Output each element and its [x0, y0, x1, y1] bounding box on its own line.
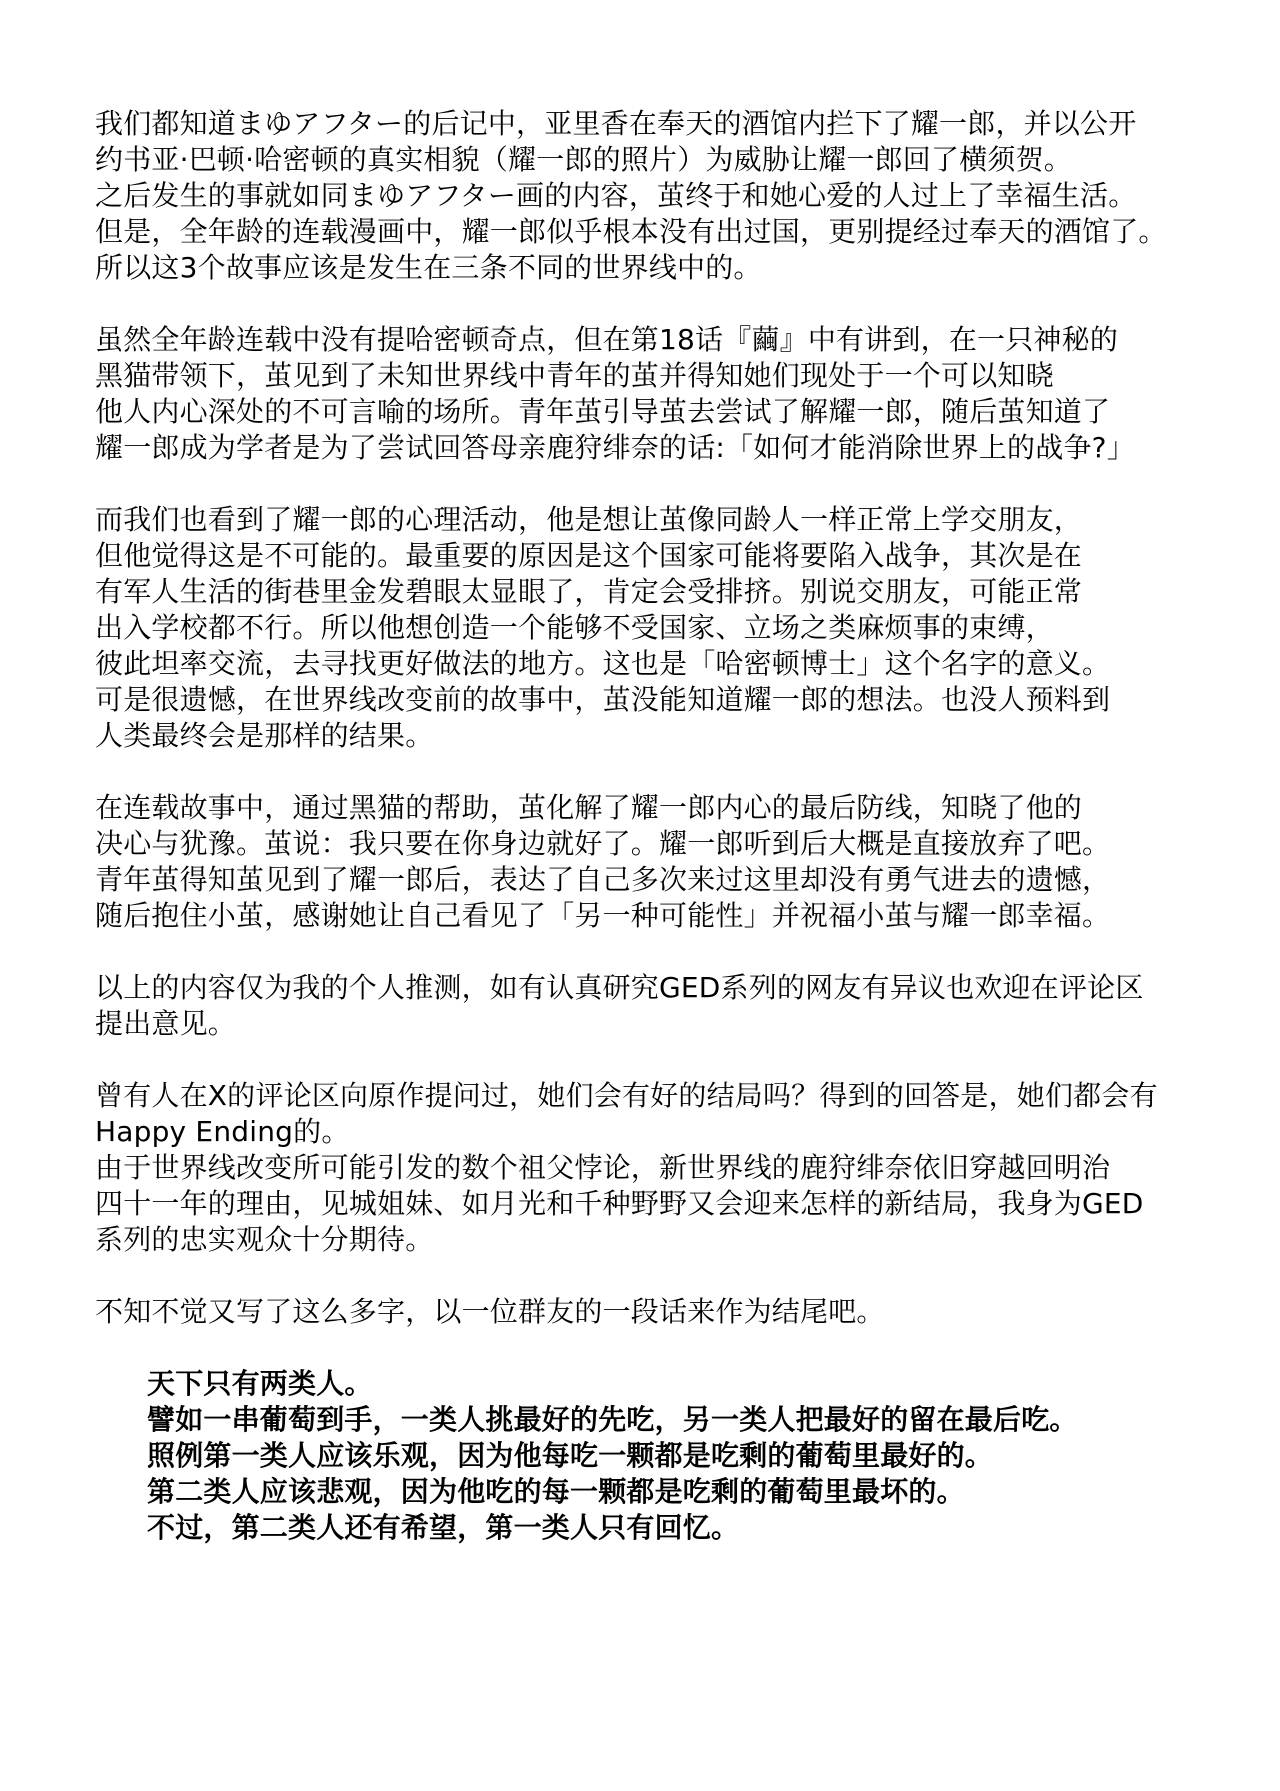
paragraph	[95, 322, 1220, 466]
text-line: 彼此坦率交流，去寻找更好做法的地方。这也是「哈密顿博士」这个名字的意义。	[95, 647, 1111, 680]
text-line: 青年茧得知茧见到了耀一郎后，表达了自己多次来过这里却没有勇气进去的遗憾，	[95, 863, 1111, 896]
text-line: 决心与犹豫。茧说：我只要在你身边就好了。耀一郎听到后大概是直接放弃了吧。	[95, 827, 1111, 860]
text-line: 曾有人在X的评论区向原作提问过，她们会有好的结局吗？得到的回答是，她们都会有	[95, 1079, 1158, 1112]
text-line: 不过，第二类人还有希望，第一类人只有回忆。	[147, 1511, 740, 1544]
paragraph	[95, 1078, 1220, 1258]
text-line: 可是很遗憾，在世界线改变前的故事中，茧没能知道耀一郎的想法。也没人预料到	[95, 683, 1111, 716]
text-line: 四十一年的理由，见城姐妹、如月光和千种野野又会迎来怎样的新结局，我身为GED	[95, 1187, 1144, 1220]
text-line: 天下只有两类人。	[147, 1367, 373, 1400]
text-line: 随后抱住小茧，感谢她让自己看见了「另一种可能性」并祝福小茧与耀一郎幸福。	[95, 899, 1111, 932]
text-line: 第二类人应该悲观，因为他吃的每一颗都是吃剩的葡萄里最坏的。	[147, 1475, 965, 1508]
text-line: 出入学校都不行。所以他想创造一个能够不受国家、立场之类麻烦事的束缚，	[95, 611, 1054, 644]
text-line: 不知不觉又写了这么多字，以一位群友的一段话来作为结尾吧。	[95, 1295, 885, 1328]
paragraph	[95, 1366, 1220, 1546]
text-line: 之后发生的事就如同まゆアフター画的内容，茧终于和她心爱的人过上了幸福生活。	[95, 179, 1137, 212]
text-line: 以上的内容仅为我的个人推测，如有认真研究GED系列的网友有异议也欢迎在评论区	[95, 971, 1144, 1004]
paragraph	[95, 970, 1220, 1042]
text-line: 约书亚·巴顿·哈密顿的真实相貌（耀一郎的照片）为威胁让耀一郎回了横须贺。	[95, 143, 1073, 176]
text-line: 黑猫带领下，茧见到了未知世界线中青年的茧并得知她们现处于一个可以知晓	[95, 359, 1054, 392]
paragraph	[95, 502, 1220, 754]
paragraph	[95, 1294, 1220, 1330]
paragraph	[95, 790, 1220, 934]
paragraph	[95, 106, 1220, 286]
text-line: 人类最终会是那样的结果。	[95, 719, 434, 752]
text-line: 他人内心深处的不可言喻的场所。青年茧引导茧去尝试了解耀一郎，随后茧知道了	[95, 395, 1111, 428]
text-line: 在连载故事中，通过黑猫的帮助，茧化解了耀一郎内心的最后防线，知晓了他的	[95, 791, 1083, 824]
text-line: 但是，全年龄的连载漫画中，耀一郎似乎根本没有出过国，更别提经过奉天的酒馆了。	[95, 215, 1167, 248]
text-line: 所以这3个故事应该是发生在三条不同的世界线中的。	[95, 251, 762, 284]
text-line: 耀一郎成为学者是为了尝试回答母亲鹿狩绯奈的话:「如何才能消除世界上的战争?」	[95, 431, 1135, 464]
text-line: 我们都知道まゆアフター的后记中，亚里香在奉天的酒馆内拦下了耀一郎，并以公开	[95, 107, 1137, 140]
text-line: 而我们也看到了耀一郎的心理活动，他是想让茧像同龄人一样正常上学交朋友，	[95, 503, 1083, 536]
text-line: 虽然全年龄连载中没有提哈密顿奇点，但在第18话『繭』中有讲到，在一只神秘的	[95, 323, 1119, 356]
text-line: Happy Ending的。	[95, 1115, 350, 1148]
text-line: 提出意见。	[95, 1007, 237, 1040]
text-line: 由于世界线改变所可能引发的数个祖父悖论，新世界线的鹿狩绯奈依旧穿越回明治	[95, 1151, 1111, 1184]
text-line: 譬如一串葡萄到手，一类人挑最好的先吃，另一类人把最好的留在最后吃。	[147, 1403, 1078, 1436]
text-line: 有军人生活的街巷里金发碧眼太显眼了，肯定会受排挤。别说交朋友，可能正常	[95, 575, 1083, 608]
text-line: 系列的忠实观众十分期待。	[95, 1223, 434, 1256]
text-line: 但他觉得这是不可能的。最重要的原因是这个国家可能将要陷入战争，其次是在	[95, 539, 1083, 572]
text-line: 照例第一类人应该乐观，因为他每吃一颗都是吃剩的葡萄里最好的。	[147, 1439, 994, 1472]
